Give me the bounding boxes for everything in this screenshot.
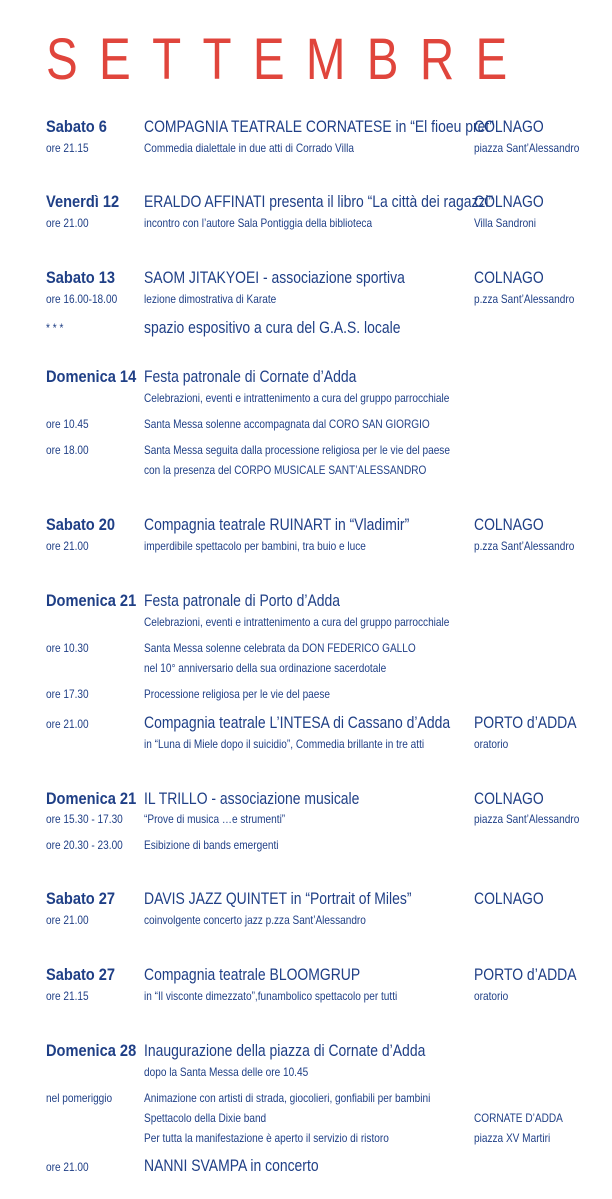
event-day: Sabato 20 [46, 515, 116, 534]
event-headline: IL TRILLO - associazione musicale [144, 789, 360, 808]
event-time: ore 18.00 [46, 443, 89, 457]
event-detail: Per tutta la manifestazione è aperto il servizio di ristoro [144, 1131, 389, 1145]
event-time: ore 21.00 [46, 1160, 89, 1174]
event-time: ore 21.15 [46, 141, 89, 155]
event-venue: piazza XV Martiri [474, 1131, 551, 1145]
event-venue: p.zza Sant’Alessandro [474, 292, 575, 306]
event-time: ore 21.00 [46, 216, 89, 230]
event-day: Domenica 21 [46, 789, 137, 808]
event-detail: “Prove di musica …e strumenti” [144, 812, 286, 826]
event-location: COLNAGO [474, 789, 544, 808]
event-description: lezione dimostrativa di Karate [144, 292, 277, 306]
event-location: PORTO d’ADDA [474, 965, 577, 984]
event-description: Commedia dialettale in due atti di Corrado Villa [144, 141, 354, 155]
event-day: Sabato 27 [46, 889, 116, 908]
event-venue: Villa Sandroni [474, 216, 537, 230]
event-detail: Animazione con artisti di strada, giocolieri, gonfiabili per bambini [144, 1091, 431, 1105]
event-description: incontro con l’autore Sala Pontiggia della biblioteca [144, 216, 373, 230]
event-time: ore 16.00-18.00 [46, 292, 118, 306]
separator-stars: * * * [46, 321, 64, 335]
event-description: in “Il visconte dimezzato”,funambolico spettacolo per tutti [144, 989, 398, 1003]
event-headline: Inaugurazione della piazza di Cornate d’Adda [144, 1041, 426, 1060]
event-time: ore 21.15 [46, 989, 89, 1003]
event-day: Sabato 13 [46, 268, 116, 287]
event-day: Domenica 21 [46, 591, 137, 610]
event-venue: oratorio [474, 989, 509, 1003]
event-time: ore 21.00 [46, 539, 89, 553]
event-headline: COMPAGNIA TEATRALE CORNATESE in “El fioeu pret” [144, 117, 494, 136]
event-description: in “Luna di Miele dopo il suicidio”, Commedia brillante in tre atti [144, 737, 425, 751]
event-day: Sabato 27 [46, 965, 116, 984]
event-location: COLNAGO [474, 192, 544, 211]
event-description: Celebrazioni, eventi e intrattenimento a cura del gruppo parrocchiale [144, 615, 450, 629]
event-headline: ERALDO AFFINATI presenta il libro “La città dei ragazzi” [144, 192, 494, 211]
event-detail: Santa Messa seguita dalla processione religiosa per le vie del paese [144, 443, 450, 457]
event-day: Domenica 14 [46, 367, 137, 386]
event-time: ore 15.30 - 17.30 [46, 812, 123, 826]
event-headline: Compagnia teatrale BLOOMGRUP [144, 965, 361, 984]
event-venue: oratorio [474, 737, 509, 751]
event-time: ore 21.00 [46, 717, 89, 731]
event-venue: p.zza Sant’Alessandro [474, 539, 575, 553]
event-day: Sabato 6 [46, 117, 107, 136]
event-description: Celebrazioni, eventi e intrattenimento a cura del gruppo parrocchiale [144, 391, 450, 405]
event-location: CORNATE D’ADDA [474, 1111, 563, 1125]
event-headline: DAVIS JAZZ QUINTET in “Portrait of Miles” [144, 889, 412, 908]
event-detail: Santa Messa solenne celebrata da DON FEDERICO GALLO [144, 641, 416, 655]
event-time: ore 21.00 [46, 913, 89, 927]
event-headline: NANNI SVAMPA in concerto [144, 1156, 319, 1175]
event-detail: nel 10° anniversario della sua ordinazione sacerdotale [144, 661, 387, 675]
event-detail: Processione religiosa per le vie del paese [144, 687, 331, 701]
event-detail: Esibizione di bands emergenti [144, 838, 279, 852]
event-headline: SAOM JITAKYOEI - associazione sportiva [144, 268, 405, 287]
event-description: imperdibile spettacolo per bambini, tra buio e luce [144, 539, 366, 553]
event-location: COLNAGO [474, 268, 544, 287]
event-headline: Festa patronale di Cornate d’Adda [144, 367, 357, 386]
event-extra: spazio espositivo a cura del G.A.S. locale [144, 318, 401, 337]
event-venue: piazza Sant’Alessandro [474, 812, 580, 826]
event-detail: con la presenza del CORPO MUSICALE SANT’ALESSANDRO [144, 463, 427, 477]
event-time: ore 20.30 - 23.00 [46, 838, 123, 852]
page-title: SETTEMBRE [46, 27, 529, 92]
event-headline: Festa patronale di Porto d’Adda [144, 591, 341, 610]
event-day: Domenica 28 [46, 1041, 137, 1060]
event-location: COLNAGO [474, 117, 544, 136]
event-time: ore 17.30 [46, 687, 89, 701]
event-location: PORTO d’ADDA [474, 713, 577, 732]
event-venue: piazza Sant’Alessandro [474, 141, 580, 155]
event-headline: Compagnia teatrale L’INTESA di Cassano d’Adda [144, 713, 451, 732]
event-time: ore 10.30 [46, 641, 89, 655]
event-description: dopo la Santa Messa delle ore 10.45 [144, 1065, 309, 1079]
event-time: ore 10.45 [46, 417, 89, 431]
event-day: Venerdì 12 [46, 192, 120, 211]
event-location: COLNAGO [474, 515, 544, 534]
event-headline: Compagnia teatrale RUINART in “Vladimir” [144, 515, 410, 534]
event-description: coinvolgente concerto jazz p.zza Sant’Alessandro [144, 913, 366, 927]
event-detail: Spettacolo della Dixie band [144, 1111, 267, 1125]
event-location: COLNAGO [474, 889, 544, 908]
event-detail: Santa Messa solenne accompagnata dal CORO SAN GIORGIO [144, 417, 430, 431]
event-time: nel pomeriggio [46, 1091, 113, 1105]
